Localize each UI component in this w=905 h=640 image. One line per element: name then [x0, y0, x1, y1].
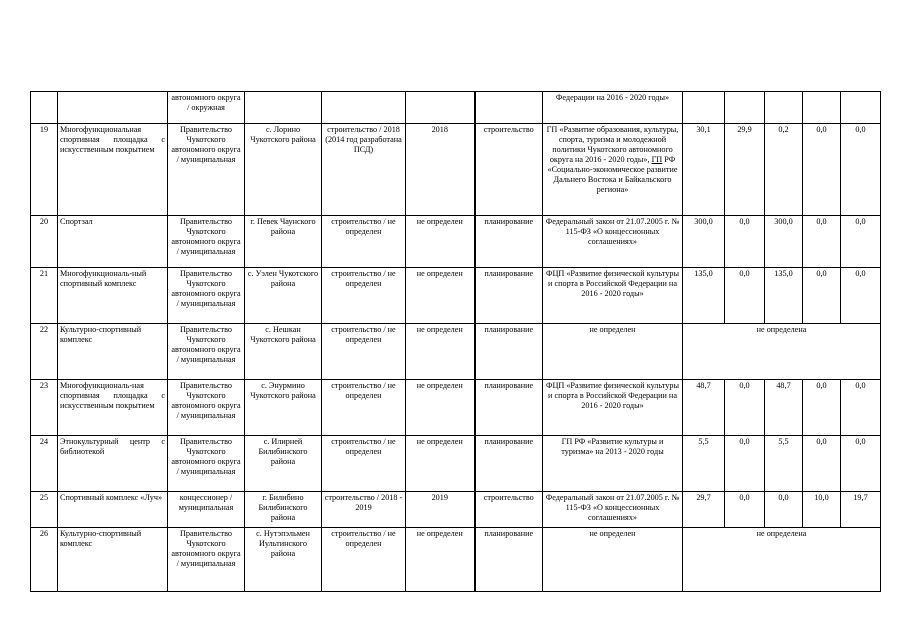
value-cell: 0,0 — [803, 268, 841, 324]
value-cell: 0,0 — [765, 492, 803, 528]
stage-cell: строительство / не определен — [322, 216, 406, 268]
owner-cell: концессионер / муниципальная — [168, 492, 245, 528]
owner-cell: Правительство Чукотского автономного округа / муниципальная — [168, 124, 245, 216]
table-row — [31, 92, 881, 124]
stage-cell: строительство / не определен — [322, 528, 406, 592]
table-row — [31, 528, 881, 592]
program-link[interactable]: ГП — [651, 155, 663, 164]
value-cell: 0,0 — [725, 216, 765, 268]
value-cell: 0,0 — [725, 492, 765, 528]
funding-cell: не определена — [683, 324, 881, 380]
location-cell: с. Илирней Билибинского района — [245, 436, 322, 492]
value-cell: 10,0 — [803, 492, 841, 528]
total-cell: 5,5 — [683, 436, 725, 492]
value-cell: 0,0 — [803, 124, 841, 216]
row-number: 22 — [31, 324, 58, 380]
stage-cell: строительство / не определен — [322, 436, 406, 492]
year-cell: не определен — [406, 268, 475, 324]
owner-cell: Правительство Чукотского автономного округа / муниципальная — [168, 436, 245, 492]
year-cell: не определен — [406, 324, 475, 380]
status-cell: планирование — [475, 436, 543, 492]
table-row — [31, 268, 881, 324]
program-cell: Федерации на 2016 - 2020 годы» — [543, 92, 683, 124]
stage-cell: строительство / не определен — [322, 324, 406, 380]
object-name: Спортзал — [58, 216, 168, 268]
owner-cell: Правительство Чукотского автономного округа / муниципальная — [168, 528, 245, 592]
value-cell: 0,0 — [841, 124, 881, 216]
row-number: 19 — [31, 124, 58, 216]
row-number: 26 — [31, 528, 58, 592]
table-row — [31, 216, 881, 268]
status-cell: планирование — [475, 216, 543, 268]
table-row — [31, 124, 881, 216]
program-cell: Федеральный закон от 21.07.2005 г. № 115-ФЗ «О концессионных соглашениях» — [543, 216, 683, 268]
value-cell — [803, 92, 841, 124]
year-cell: не определен — [406, 216, 475, 268]
year-cell: 2018 — [406, 124, 475, 216]
total-cell — [683, 92, 725, 124]
program-cell — [543, 124, 683, 216]
value-cell: 0,0 — [841, 216, 881, 268]
location-cell: с. Нешкан Чукотского района — [245, 324, 322, 380]
owner-cell: Правительство Чукотского автономного округа / муниципальная — [168, 216, 245, 268]
row-number: 23 — [31, 380, 58, 436]
value-cell: 0,0 — [841, 380, 881, 436]
total-cell: 135,0 — [683, 268, 725, 324]
program-cell: Федеральный закон от 21.07.2005 г. № 115-ФЗ «О концессионных соглашениях» — [543, 492, 683, 528]
value-cell: 0,0 — [803, 380, 841, 436]
object-name: Многофункциональ-ная спортивная площадка с искусственным покрытием — [58, 380, 168, 436]
row-number: 25 — [31, 492, 58, 528]
table-row — [31, 436, 881, 492]
program-cell: ФЦП «Развитие физической культуры и спорта в Российской Федерации на 2016 - 2020 годы» — [543, 268, 683, 324]
year-cell: не определен — [406, 528, 475, 592]
year-cell: 2019 — [406, 492, 475, 528]
value-cell: 0,2 — [765, 124, 803, 216]
value-cell: 0,0 — [725, 436, 765, 492]
value-cell: 0,0 — [841, 436, 881, 492]
owner-cell: Правительство Чукотского автономного округа / муниципальная — [168, 324, 245, 380]
status-cell: планирование — [475, 380, 543, 436]
object-name: Спортивный комплекс «Луч» — [58, 492, 168, 528]
object-name — [58, 92, 168, 124]
value-cell: 0,0 — [841, 268, 881, 324]
program-cell: ФЦП «Развитие физической культуры и спорта в Российской Федерации на 2016 - 2020 годы» — [543, 380, 683, 436]
owner-cell: Правительство Чукотского автономного округа / муниципальная — [168, 268, 245, 324]
funding-cell: не определена — [683, 528, 881, 592]
location-cell: с. Уэлен Чукотского района — [245, 268, 322, 324]
stage-cell: строительство / не определен — [322, 380, 406, 436]
total-cell: 48,7 — [683, 380, 725, 436]
status-cell: планирование — [475, 268, 543, 324]
program-cell: не определен — [543, 324, 683, 380]
year-cell: не определен — [406, 380, 475, 436]
location-cell: с. Нутэпэльмен Иультинского района — [245, 528, 322, 592]
value-cell: 29,9 — [725, 124, 765, 216]
value-cell: 0,0 — [725, 268, 765, 324]
year-cell: не определен — [406, 436, 475, 492]
row-number: 21 — [31, 268, 58, 324]
status-cell — [475, 92, 543, 124]
object-name: Культурно-спортивный комплекс — [58, 324, 168, 380]
program-cell: не определен — [543, 528, 683, 592]
row-number — [31, 92, 58, 124]
total-cell: 30,1 — [683, 124, 725, 216]
value-cell: 0,0 — [803, 216, 841, 268]
row-number: 24 — [31, 436, 58, 492]
value-cell: 300,0 — [765, 216, 803, 268]
table-row — [31, 380, 881, 436]
object-name: Многофункциональная спортивная площадка с искусственным покрытием — [58, 124, 168, 216]
object-name: Культурно-спортивный комплекс — [58, 528, 168, 592]
location-cell: с. Лорино Чукотского района — [245, 124, 322, 216]
table-row — [31, 324, 881, 380]
value-cell: 19,7 — [841, 492, 881, 528]
object-name: Многофункциональ-ный спортивный комплекс — [58, 268, 168, 324]
status-cell: планирование — [475, 528, 543, 592]
status-cell: строительство — [475, 124, 543, 216]
location-cell: г. Певек Чаунского района — [245, 216, 322, 268]
status-cell: строительство — [475, 492, 543, 528]
program-text: ГП «Развитие образования, культуры, спорта, туризма и молодежной политики Чукотского автономного округа на 2016 - 2020 годы», — [546, 125, 679, 164]
table-row — [31, 492, 881, 528]
stage-cell: строительство / 2018 - 2019 — [322, 492, 406, 528]
status-cell: планирование — [475, 324, 543, 380]
location-cell: с. Энурмино Чукотского района — [245, 380, 322, 436]
program-cell: ГП РФ «Развитие культуры и туризма» на 2013 - 2020 годы — [543, 436, 683, 492]
value-cell — [841, 92, 881, 124]
value-cell: 5,5 — [765, 436, 803, 492]
value-cell: 48,7 — [765, 380, 803, 436]
value-cell: 0,0 — [803, 436, 841, 492]
row-number: 20 — [31, 216, 58, 268]
owner-cell: автономного округа / окружная — [168, 92, 245, 124]
stage-cell: строительство / 2018 (2014 год разработана ПСД) — [322, 124, 406, 216]
object-name: Этнокультурный центр с библиотекой — [58, 436, 168, 492]
value-cell — [725, 92, 765, 124]
total-cell: 300,0 — [683, 216, 725, 268]
stage-cell: строительство / не определен — [322, 268, 406, 324]
stage-cell — [322, 92, 406, 124]
value-cell — [765, 92, 803, 124]
location-cell — [245, 92, 322, 124]
owner-cell: Правительство Чукотского автономного округа / муниципальная — [168, 380, 245, 436]
total-cell: 29,7 — [683, 492, 725, 528]
value-cell: 0,0 — [725, 380, 765, 436]
investment-projects-table — [30, 91, 881, 592]
year-cell — [406, 92, 475, 124]
program-text: РФ «Социально-экономическое развитие Дальнего Востока и Байкальского региона» — [547, 155, 678, 194]
location-cell: г. Билибино Билибинского района — [245, 492, 322, 528]
value-cell: 135,0 — [765, 268, 803, 324]
